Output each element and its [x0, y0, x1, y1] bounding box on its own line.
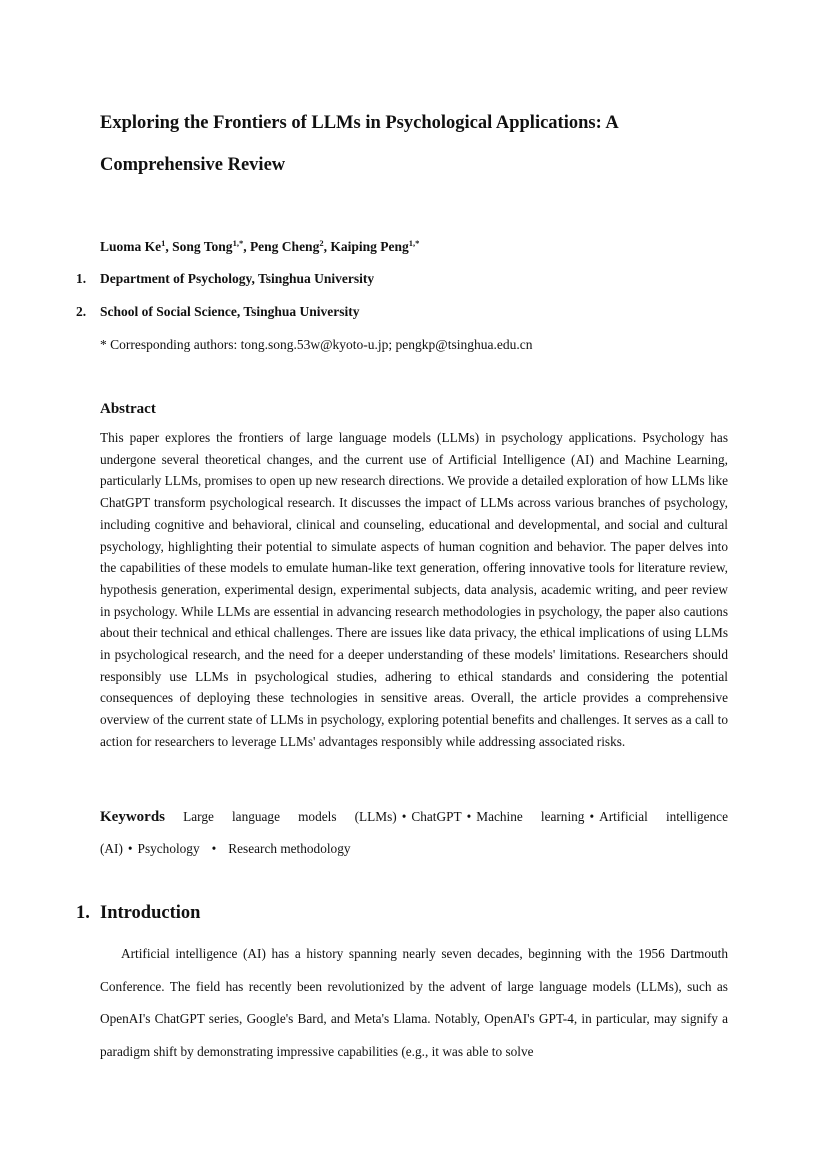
affiliation-item — [76, 304, 360, 320]
keywords-label: Keywords — [100, 809, 165, 825]
abstract-text: This paper explores the frontiers of large language models (LLMs) in psychology applications. Psychology has undergone several theoretical changes, and the current use of Artificial Intelligence (AI) and Machine Learning, particularly LLMs, promises to open up new research directions. We provide a detailed exploration of how LLMs like ChatGPT transform psychological research. It discusses the impact of LLMs across various branches of psychology, including cognitive and behavioral, clinical and counseling, educational and developmental, and social and cultural psychology, highlighting their potential to simulate aspects of human cognition and behavior. The paper delves into the capabilities of these models to emulate human-like text generation, offering innovative tools for literature review, hypothesis generation, experimental design, experimental subjects, data analysis, academic writing, and peer review in psychology. While LLMs are essential in advancing research methodologies in psychology, the paper also cautions about their technical and ethical challenges. There are issues like data privacy, the ethical implications of using LLMs in psychological research, and the need for a deeper understanding of these models' limitations. Researchers should responsibly use LLMs in psychological studies, adhering to ethical standards and considering the potential consequences of deploying these technologies in sensitive areas. Overall, the article provides a comprehensive overview of the current state of LLMs in psychology, exploring potential benefits and challenges. It serves as a call to action for researchers to leverage LLMs' advantages responsibly while addressing associated risks. — [100, 430, 728, 749]
keyword-separator: • — [127, 841, 133, 856]
affiliation-text: School of Social Science, Tsinghua University — [100, 304, 360, 319]
author-name: Peng Cheng — [249, 239, 320, 254]
author-list — [100, 238, 419, 255]
paper-title-line-1: Exploring the Frontiers of LLMs in Psychological Applications: A — [100, 113, 619, 133]
introduction-paragraph: Artificial intelligence (AI) has a history spanning nearly seven decades, beginning with the 1956 Dartmouth Conference. The field has recently been revolutionized by the advent of large language models (LLMs), such as OpenAI's ChatGPT series, Google's Bard, and Meta's Llama. Notably, OpenAI's GPT-4, in particular, may signify a paradigm shift by demonstrating impressive capabilities (e.g., it was able to solve — [100, 946, 728, 1059]
author-separator: , — [243, 239, 250, 254]
section-heading — [76, 903, 200, 924]
affiliation-number: 1. — [76, 271, 87, 286]
author-affiliation-mark: 1 — [161, 238, 166, 248]
keyword-separator: • — [401, 809, 407, 824]
keyword-separator: • — [466, 809, 472, 824]
section-number: 1. — [76, 903, 90, 923]
author-name: Kaiping Peng — [330, 239, 409, 254]
section-title: Introduction — [100, 903, 201, 923]
author-name: Luoma Ke — [100, 239, 162, 254]
affiliation-text: Department of Psychology, Tsinghua University — [100, 271, 375, 286]
affiliation-number: 2. — [76, 304, 87, 319]
author-affiliation-mark: 2 — [319, 238, 324, 248]
author-separator: , — [165, 239, 173, 254]
author-affiliation-mark: 1,* — [408, 238, 420, 248]
keyword-item: Large language models (LLMs) — [183, 809, 397, 824]
keyword-item: ChatGPT — [411, 809, 462, 824]
paper-title-line-2: Comprehensive Review — [100, 155, 286, 175]
corresponding-authors-note: * Corresponding authors: tong.song.53w@kyoto-u.jp; pengkp@tsinghua.edu.cn — [100, 337, 533, 352]
keyword-separator: • — [589, 809, 595, 824]
abstract-heading: Abstract — [100, 401, 156, 417]
keyword-item: Research methodology — [228, 841, 351, 856]
keywords-line — [100, 801, 728, 865]
affiliation-item — [76, 271, 374, 287]
keyword-item: Artificial intelligence (AI) — [100, 809, 728, 856]
keyword-separator: • — [211, 841, 217, 856]
keyword-item: Psychology — [137, 841, 200, 856]
author-separator: , — [323, 239, 331, 254]
author-name: Song Tong — [172, 239, 233, 254]
keyword-item: Machine learning — [476, 809, 585, 824]
author-affiliation-mark: 1,* — [232, 238, 244, 248]
